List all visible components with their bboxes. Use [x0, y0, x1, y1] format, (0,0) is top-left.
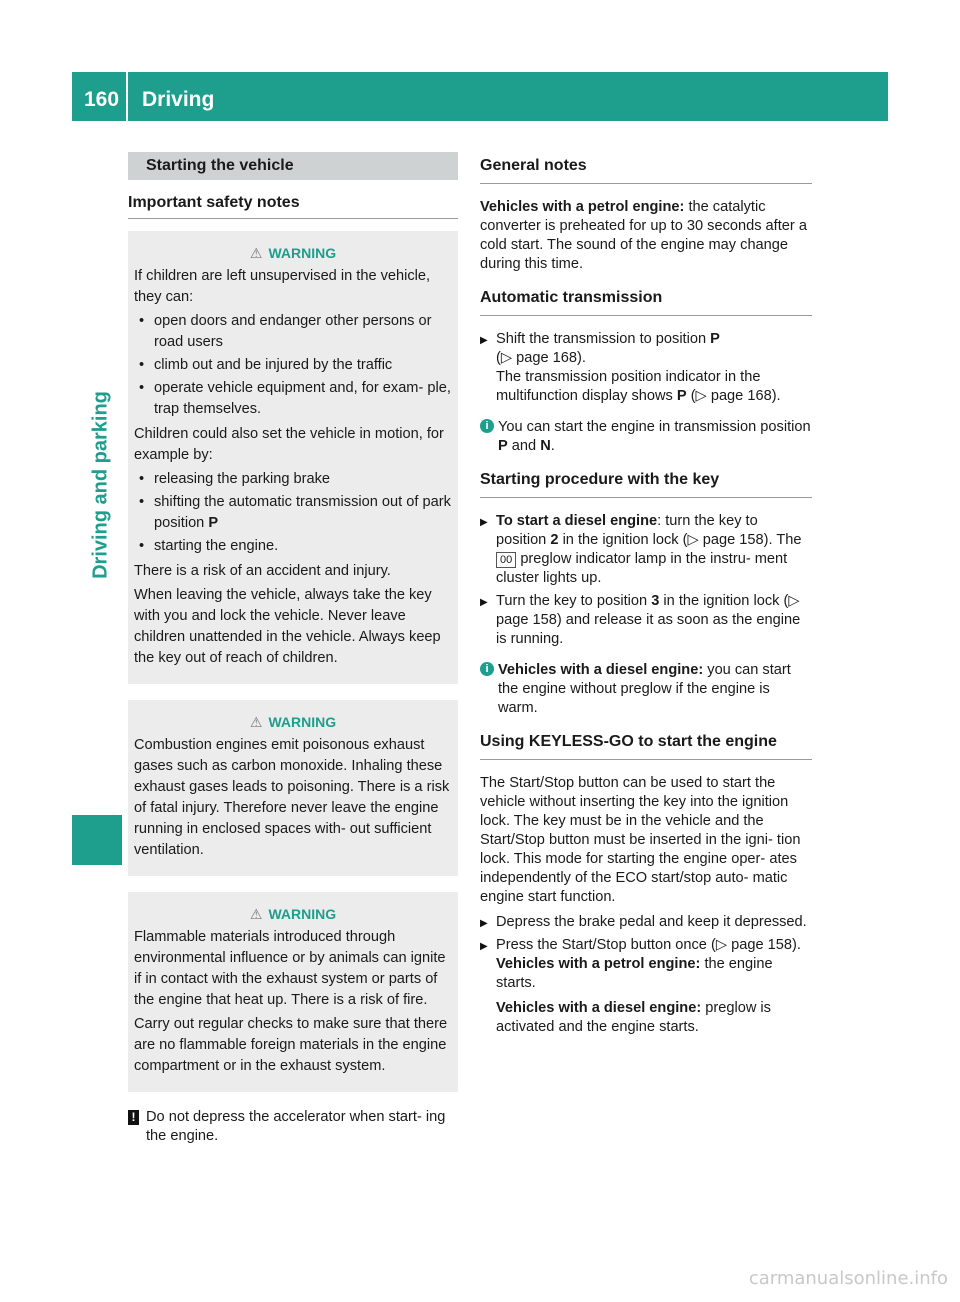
list-item: • starting the engine.: [134, 536, 452, 557]
bullet-list: [134, 469, 452, 557]
page-number: 160: [84, 88, 120, 111]
section-title: Starting the vehicle: [128, 152, 458, 180]
info-icon: i: [480, 662, 494, 676]
instruction-step: ▶ Turn the key to position 3 in the ignition lock (▷ page 158) and release it as soon as the engine is running.: [480, 592, 812, 649]
info-note: i You can start the engine in transmission position P and N.: [480, 418, 812, 456]
side-tab: [86, 355, 116, 615]
side-tab-label: Driving and parking: [89, 391, 112, 579]
warning-text: If children are left unsupervised in the vehicle, they can:: [134, 268, 431, 305]
list-item: • operate vehicle equipment and, for exam- ple, trap themselves.: [134, 378, 452, 420]
instruction-step: ▶ Press the Start/Stop button once (▷ page 158). Vehicles with a petrol engine: the engine starts. Vehicles with a diesel engine: preglow is activated and the engine starts.: [480, 936, 812, 1037]
instruction-step: ▶ Shift the transmission to position P (▷ page 168). The transmission position indicator in the multifunction display shows P (▷ page 168).: [480, 330, 812, 406]
keyless-paragraph: The Start/Stop button can be used to start the vehicle without inserting the key into the ignition lock. The key must be in the vehicle and the Start/Stop button must be inserted in the igni- tion lock. This mode for starting the engine oper- ates independently of the ECO start/stop auto- matic engine start function.: [480, 775, 801, 905]
bullet-list: [134, 311, 452, 420]
heading-key-start: Starting procedure with the key: [480, 470, 812, 498]
info-note: i Vehicles with a diesel engine: you can start the engine without preglow if the engine is warm.: [480, 661, 812, 718]
warning-box-exhaust: [128, 700, 458, 876]
warning-text: Children could also set the vehicle in motion, for example by:: [134, 426, 444, 463]
warning-text: There is a risk of an accident and injury.: [134, 563, 391, 579]
left-column: [128, 152, 458, 1146]
warning-title: ⚠ WARNING: [249, 245, 337, 261]
subheading: Important safety notes: [128, 194, 458, 219]
caution-note: ! Do not depress the accelerator when start- ing the engine.: [128, 1108, 458, 1146]
watermark: carmanualsonline.info: [748, 1268, 948, 1289]
chapter-title: Driving: [142, 88, 215, 111]
warning-box-fire: [128, 892, 458, 1092]
warning-text: Carry out regular checks to make sure that there are no flammable foreign materials in the engine compartment or in the exhaust system.: [134, 1016, 448, 1074]
list-item: • releasing the parking brake: [134, 469, 452, 490]
general-notes-text: Vehicles with a petrol engine: the catalytic converter is preheated for up to 30 seconds after a cold start. The sound of the engine may change during this time.: [480, 199, 807, 272]
warning-triangle-icon: ⚠: [249, 245, 263, 261]
warning-text: Flammable materials introduced through environmental influence or by animals can ignite if in contact with the exhaust system or parts of the engine that heat up. There is a risk of fire.: [134, 929, 446, 1008]
warning-title: ⚠ WARNING: [249, 714, 337, 730]
warning-text: When leaving the vehicle, always take the key with you and lock the vehicle. Never leave children unattended in the vehicle. Always keep the key out of reach of children.: [134, 587, 441, 666]
warning-text: Combustion engines emit poisonous exhaust gases such as carbon monoxide. Inhaling these exhaust gases leads to poisoning. There is a risk of fatal injury. Therefore never leave the engine running in enclosed spaces with- out sufficient ventilation.: [134, 737, 450, 858]
warning-triangle-icon: ⚠: [249, 714, 263, 730]
list-item: • shifting the automatic transmission out of park position P: [134, 492, 452, 534]
preglow-lamp-icon: 00: [496, 552, 516, 568]
side-tab-block: [72, 815, 122, 865]
warning-box-children: [128, 231, 458, 684]
right-column: [480, 152, 812, 1041]
exclamation-icon: !: [128, 1110, 139, 1125]
instruction-step: ▶ Depress the brake pedal and keep it depressed.: [480, 913, 812, 932]
heading-keyless-go: Using KEYLESS-GO to start the engine: [480, 732, 812, 760]
info-icon: i: [480, 419, 494, 433]
warning-triangle-icon: ⚠: [249, 906, 263, 922]
heading-general-notes: General notes: [480, 156, 812, 184]
list-item: • climb out and be injured by the traffic: [134, 355, 452, 376]
header-divider: [126, 72, 128, 121]
heading-automatic-transmission: Automatic transmission: [480, 288, 812, 316]
list-item: • open doors and endanger other persons or road users: [134, 311, 452, 353]
warning-title: ⚠ WARNING: [249, 906, 337, 922]
instruction-step: ▶ To start a diesel engine: turn the key to position 2 in the ignition lock (▷ page 158). The 00 preglow indicator lamp in the instru- ment cluster lights up.: [480, 512, 812, 588]
